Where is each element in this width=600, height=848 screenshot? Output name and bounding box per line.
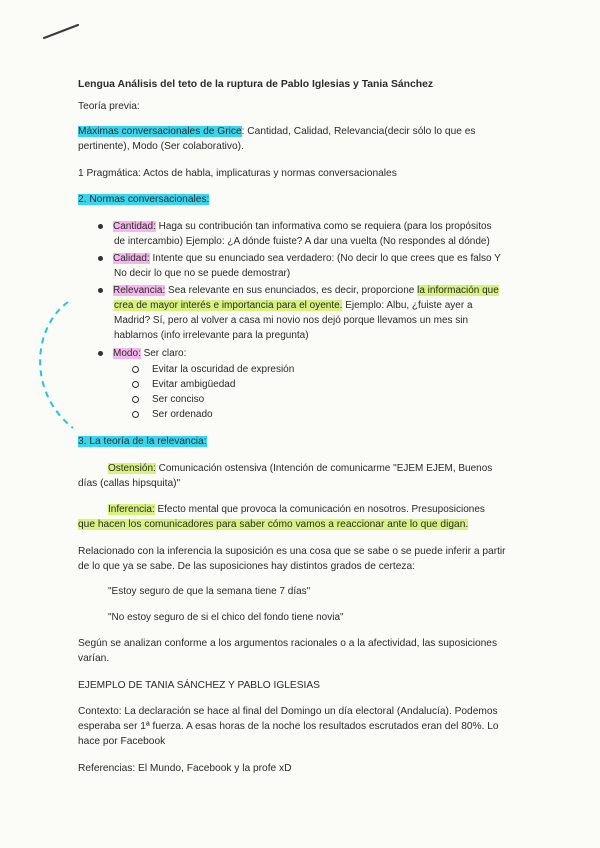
relevancia-example: Ejemplo: Albu, ¿fuiste ayer a [342, 300, 473, 311]
maximas-rest: : Cantidad, Calidad, Relevancia(decir sólo lo que es [241, 126, 476, 137]
modo-label: Modo: [113, 348, 141, 359]
segun-line-2: varían. [78, 653, 110, 664]
ostension-text: Comunicación ostensiva (Intención de comunicarme "EJEM EJEM, Buenos [155, 463, 493, 474]
modo-sub-item [132, 363, 294, 376]
modo-sub-item [132, 393, 204, 406]
quote-1: "Estoy seguro de que la semana tiene 7 días" [108, 586, 311, 597]
referencias-line: Referencias: El Mundo, Facebook y la profe xD [78, 763, 292, 774]
modo-sub-text: Ser ordenado [152, 409, 213, 420]
section-3-heading [78, 435, 207, 448]
maximas-line [78, 125, 476, 138]
bullet-icon [98, 351, 103, 356]
contexto-line-2: esperaba ser 1ª fuerza. A esas horas de la noche los resultados escrutados eran del 80%. Lo [78, 721, 499, 732]
inferencia-line-2 [78, 518, 468, 531]
section-3-highlight: 3. La teoría de la relevancia: [78, 436, 207, 447]
bullet-calidad [98, 252, 501, 265]
relacionado-line-2: de lo que ya se sabe. De las suposiciones hay distintos grados de certeza: [78, 561, 415, 572]
ostension-line-2: días (callas hipsquita)" [78, 478, 181, 489]
section-2-highlight: 2. Normas conversacionales: [78, 194, 210, 205]
bullet-icon [98, 224, 103, 229]
modo-sub-text: Evitar la oscuridad de expresión [152, 364, 295, 375]
ostension-label: Ostensión: [108, 463, 156, 474]
contexto-line-3: hace por Facebook [78, 736, 166, 747]
ostension-line [108, 462, 492, 475]
relevancia-highlight: la información que [417, 285, 499, 296]
circle-bullet-icon [132, 381, 139, 388]
dashed-arc-annotation [28, 298, 88, 433]
teoria-previa-label: Teoría previa: [78, 101, 140, 112]
calidad-text: Intente que su enunciado sea verdadero: (No decir lo que crees que es falso Y [149, 253, 501, 264]
circle-bullet-icon [132, 411, 139, 418]
relevancia-label: Relevancia: [113, 285, 166, 296]
bullet-modo [98, 347, 186, 360]
relevancia-text: Sea relevante en sus enunciados, es decir, proporcione [165, 285, 418, 296]
relevancia-highlight-2: crea de mayor interés e importancia para el oyente. [114, 300, 343, 311]
page-title: Lengua Análisis del teto de la ruptura de Pablo Iglesias y Tania Sánchez [78, 79, 434, 90]
modo-sub-text: Ser conciso [152, 394, 205, 405]
ejemplo-heading: EJEMPLO DE TANIA SÁNCHEZ Y PABLO IGLESIAS [78, 680, 320, 691]
modo-sub-text: Evitar ambigüedad [152, 379, 236, 390]
pen-mark-icon [42, 22, 82, 42]
bullet-cantidad [98, 220, 492, 233]
inferencia-text: Efecto mental que provoca la comunicación en nosotros. Presuposiciones [154, 504, 485, 515]
modo-sub-item [132, 408, 213, 421]
circle-bullet-icon [132, 366, 139, 373]
modo-sub-item [132, 378, 235, 391]
calidad-text-2: No decir lo que no se puede demostrar) [114, 268, 291, 279]
modo-text: Ser claro: [140, 348, 187, 359]
cantidad-text: Haga su contribución tan informativa como se requiera (para los propósitos [155, 221, 492, 232]
bullet-relevancia [98, 284, 499, 297]
contexto-line-1: Contexto: La declaración se hace al final del Domingo un día electoral (Andalucía). Podemos [78, 706, 498, 717]
inferencia-highlight-2: que hacen los comunicadores para saber cómo vamos a reaccionar ante lo que digan. [78, 519, 469, 530]
maximas-highlight: Máximas conversacionales de Grice [78, 126, 242, 137]
section-2-heading [78, 193, 209, 206]
relacionado-line-1: Relacionado con la inferencia la suposición es una cosa que se sabe o se puede inferir a partir [78, 546, 506, 557]
cantidad-label: Cantidad: [113, 221, 156, 232]
relevancia-line-4: hablarnos (info irrelevante para la pregunta) [114, 330, 309, 341]
calidad-label: Calidad: [113, 253, 150, 264]
segun-line-1: Según se analizan conforme a los argumentos racionales o a la afectividad, las suposiciones [78, 638, 498, 649]
bullet-icon [98, 256, 103, 261]
inferencia-line [108, 503, 485, 516]
relevancia-line-3: Madrid? Sí, pero al volver a casa mi novio nos dejó porque llevamos un mes sin [114, 315, 469, 326]
pragmatica-line: 1 Pragmática: Actos de habla, implicaturas y normas conversacionales [78, 168, 397, 179]
relevancia-line-2 [114, 299, 473, 312]
circle-bullet-icon [132, 396, 139, 403]
maximas-line-2: pertinente), Modo (Ser colaborativo). [78, 141, 244, 152]
inferencia-label: Inferencia: [108, 504, 155, 515]
bullet-icon [98, 288, 103, 293]
cantidad-text-2: de intercambio) Ejemplo: ¿A dónde fuiste? A dar una vuelta (No respondes al dónde) [114, 236, 490, 247]
quote-2: "No estoy seguro de si el chico del fondo tiene novia" [108, 612, 344, 623]
